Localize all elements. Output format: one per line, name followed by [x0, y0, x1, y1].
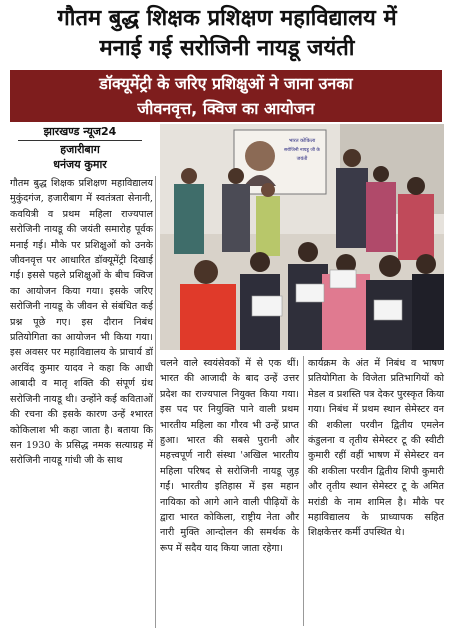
byline-rule: [18, 140, 142, 141]
byline-source: झारखण्ड न्यूज24: [43, 125, 117, 138]
article-column-1: गौतम बुद्ध शिक्षक प्रशिक्षण महाविद्यालय मुकुंदगंज, हजारीबाग में स्वतंत्रता सेनानी, कवयित्री व प्रथम महिला राज्यपाल सरोजिनी नायडू की जयंती समारोह पूर्वक मनाई गई। मौके पर प्रशिक्षुओं को उनके जीवनवृत्त पर आधारित डॉक्यूमेंट्री दिखाई गई। इससे पहले प्रशिक्षुओं के बीच क्विज का आयोजन किया गया। इसके जरिए सरोजिनी नायडू के जीवन से संबंधित कई प्रश्न पूछे गए। इस दौरान निबंध प्रतियोगिता का आयोजन भी किया गया। इस अवसर पर महाविद्यालय के प्राचार्य डॉ अरविंद कुमार यादव ने कहा कि आधी आबादी व मातृ शक्ति की संपूर्ण ग्रंथ सरोजिनी नायडू थी। उन्होंने कई कविताओं की रचना की इसके कारण उन्हें श्भारत कोकिलाश भी कहा जाता है। बताया कि सन 1930 के प्रसिद्ध नमक सत्याग्रह में सरोजिनी नायडू गांधी जी के साथ: [10, 178, 153, 467]
subheadline-banner: [10, 70, 442, 122]
column-divider-2: [303, 356, 304, 626]
event-photo-illustration: [160, 124, 444, 350]
poster-line-1: भारत कोकिला: [288, 138, 316, 144]
poster-line-3: जयंती: [296, 156, 308, 162]
byline-reporter: धनंजय कुमार: [53, 158, 107, 171]
headline-line-2: मनाई गई सरोजिनी नायडू जयंती: [99, 36, 355, 61]
article-column-3: कार्यक्रम के अंत में निबंध व भाषण प्रतियोगिता के विजेता प्रतिभागियों को मेडल व प्रशस्ति पत्र देकर पुरस्कृत किया गया। निबंध में प्रथम स्थान सेमेस्टर वन की शकीला परवीन द्वितीय एमलेन कंडुलना व तृतीय सेमेस्टर टू की स्वीटी कुमारी रहीं वहीं भाषण में सेमेस्टर वन की शकीला परवीन द्वितीय शिपी कुमारी और तृतीय स्थान सेमेस्टर टू के अमित मरांडी के नाम शामिल है। मौके पर महाविद्यालय के प्राध्यापक सहित शिक्षकेत्तर कर्मी उपस्थित थे।: [308, 358, 444, 539]
article-column-2: चलने वाले स्वयंसेवकों में से एक थीं। भारत की आजादी के बाद उन्हें उत्तर प्रदेश का राज्यपाल नियुक्त किया गया। इस पद पर नियुक्ति पाने वाली प्रथम भारतीय महिला का गौरव भी उन्हें प्राप्त हुआ। भारत की सबसे पुरानी और महत्त्वपूर्ण नारी संस्था 'अखिल भारतीय महिला परिषद से सरोजिनी नायडू जुड़ गईं। भारतीय इतिहास में इस महान नायिका को आगे आने वाली पीढ़ियों के द्वारा भारत कोकिला, राष्ट्रीय नेता और नारी मुक्ति आन्दोलन की समर्थक के रूप में सदैव याद किया जाता रहेगा।: [160, 358, 299, 554]
headline-line-1: गौतम बुद्ध शिक्षक प्रशिक्षण महाविद्यालय में: [57, 6, 397, 31]
headline: [6, 4, 448, 64]
subheadline-line-2: जीवनवृत्त, क्विज का आयोजन: [137, 99, 315, 118]
poster-line-2: सरोजिनी नायडू जी के: [284, 148, 320, 153]
byline-place: हजारीबाग: [60, 143, 100, 156]
column-divider-1: [155, 176, 156, 628]
subheadline-line-1: डॉक्यूमेंट्री के जरिए प्रशिक्षुओं ने जाना उनका: [99, 74, 353, 93]
event-photo: [160, 124, 444, 350]
byline: [10, 124, 150, 172]
